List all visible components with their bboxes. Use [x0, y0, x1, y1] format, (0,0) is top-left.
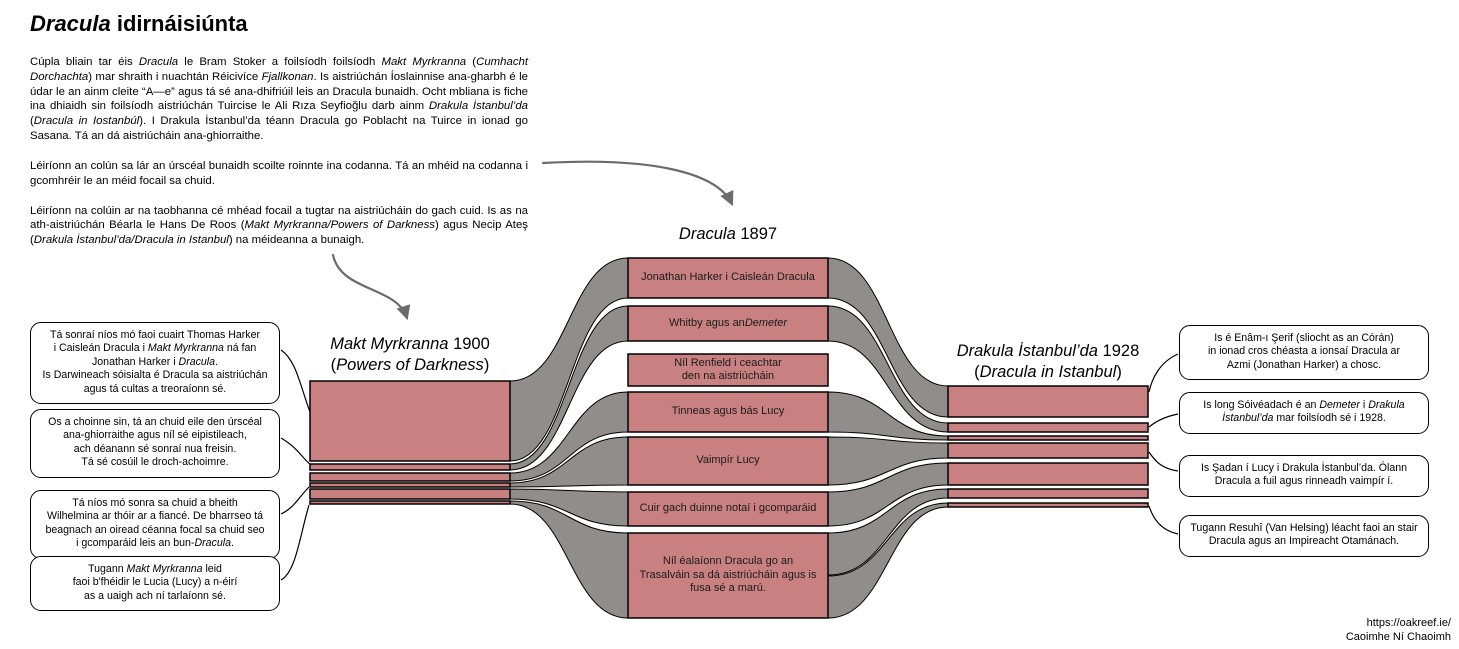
callout-right-demeter: Is long Sóivéadach é an Demeter i Drakula İstanbul’da mar foilsíodh sé i 1928.	[1179, 392, 1429, 434]
sankey-node-right	[948, 463, 1148, 485]
center-section-label: Whitby agus an Demeter	[668, 316, 787, 329]
callout-left-lucia: Tugann Makt Myrkranna leid faoi b'fhéidir le Lucia (Lucy) a n-éirí as a uaigh ach ní tarlaíonn sé.	[30, 556, 280, 611]
sankey-node-right	[948, 386, 1148, 417]
credit-author: Caoimhe Ní Chaoimh	[1345, 631, 1451, 644]
sankey-node-right	[948, 503, 1148, 507]
callout-connector	[281, 487, 309, 514]
callout-connector	[281, 438, 311, 465]
callout-connector	[1149, 414, 1178, 427]
annotation-arrow-left-column	[333, 255, 407, 318]
callout-left-harker: Tá sonraí níos mó faoi cuairt Thomas Harker i Caisleán Dracula i Makt Myrkranna ná fan Jonathan Harker i Dracula. Is Darwineach sóisialta é Dracula sa aistriúchán agus tá cultas a treoraíonn sé.	[30, 322, 280, 404]
callout-left-wilhelmina: Tá níos mó sonra sa chuid a bheith Wilhelmina ar thóir ar a fiancé. De bharrseo tá beagnach an oiread céanna focal sa chuid seo i gcomparáid leis an bun-Dracula.	[30, 490, 280, 559]
sankey-node-right	[948, 443, 1148, 458]
center-section-label: Tinneas agus bás Lucy	[671, 405, 785, 418]
callout-connector	[1149, 506, 1178, 534]
sankey-node-right	[948, 436, 1148, 440]
callout-connector	[281, 505, 309, 580]
annotation-arrow-center-column	[543, 162, 732, 204]
left-column-title: Makt Myrkranna 1900 (Powers of Darkness)	[330, 335, 490, 375]
intro-paragraphs	[30, 55, 528, 263]
credit-url: https://oakreef.ie/	[1366, 617, 1451, 629]
callout-left-shortened: Os a choinne sin, tá an chuid eile den úrscéal ana-ghiorraithe agus níl sé eipistileach, ach déanann sé sonraí nua freisin. Tá sé cosúil le droch-achoimre.	[30, 409, 280, 478]
sankey-node-left	[310, 489, 510, 499]
center-section-label: Jonathan Harker i Caisleán Dracula	[641, 271, 815, 284]
page-title: Dracula idirnáisiúnta	[30, 11, 248, 36]
center-column-title: Dracula 1897	[678, 225, 778, 243]
center-section-label: Níl éalaíonn Dracula go an Trasalváin sa dá aistriúcháin agus is fusa sé a marú.	[639, 555, 817, 595]
intro-paragraph-1: Cúpla bliain tar éis Dracula le Bram Stoker a foilsíodh foilsíodh Makt Myrkranna (Cumhacht Dorchachta) mar shraith i nuachtán Réicivíce Fjallkonan. Is aistriúchán Íoslainnise ana-gharbh é le údar le an ainm cleite “A—e” agus tá sé ana-dhifriúil leis an Dracula bunaidh. Ocht mbliana is fiche ina dhiaidh sin foilsíodh aistriúchán Tuircise le Ali Rıza Seyfioğlu darb ainm Drakula İstanbul’da (Dracula in Iostanbúl). I Drakula İstanbul’da téann Dracula go Poblacht na Tuirce in ionad go Sasana. Tá an dá aistriúcháin ana-ghiorraithe.	[30, 56, 529, 143]
intro-paragraph-2: Léiríonn an colún sa lár an úrscéal bunaidh scoilte roinnte ina codanna. Tá an mhéid na codanna i gcomhréir le an méid focail sa chuid.	[30, 159, 528, 187]
sankey-node-right	[948, 489, 1148, 498]
callout-right-enam: Is é Enâm-ı Şerif (sliocht as an Córán) in ionad cros chéasta a ionsaí Dracula ar Azmi (Jonathan Harker) a chosc.	[1179, 325, 1429, 380]
credit	[1346, 616, 1451, 645]
sankey-node-left	[310, 464, 510, 470]
sankey-node-left	[310, 483, 510, 487]
right-column-title: Drakula İstanbul’da 1928 (Dracula in Istanbul)	[956, 342, 1140, 382]
sankey-node-left	[310, 381, 510, 461]
callout-right-sadan: Is Şadan í Lucy i Drakula İstanbul’da. Ólann Dracula a fuil agus rinneadh vaimpír í.	[1179, 455, 1429, 497]
center-section-label: Vaimpír Lucy	[696, 454, 760, 467]
callout-connector	[1149, 452, 1178, 471]
center-section-label: Cuir gach duinne notaí i gcomparáid	[639, 502, 817, 515]
callout-right-resuhi: Tugann Resuhî (Van Helsing) léacht faoi an stair Dracula agus an Impireacht Otamánach.	[1179, 515, 1429, 557]
center-section-label: Níl Renfield i ceachtar den na aistriúcháin	[674, 356, 782, 382]
intro-paragraph-3: Léiríonn na colúin ar na taobhanna cé mhéad focail a tugtar na aistriúcháin do gach cuid. Is as na ath-aistriúchán Béarla le Hans De Roos (Makt Myrkranna/Powers of Darkness) agus Necip Ateş (Drakula İstanbul’da/Dracula in Istanbul) na méideanna a bunaigh.	[30, 204, 528, 247]
sankey-node-left	[310, 473, 510, 481]
sankey-node-left	[310, 501, 510, 504]
sankey-node-right	[948, 423, 1148, 432]
